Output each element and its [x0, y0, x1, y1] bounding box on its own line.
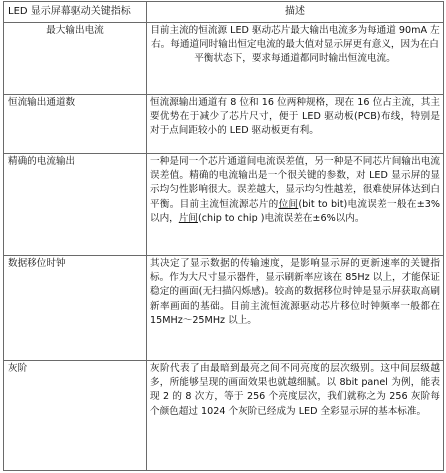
desc-text: (bit to bit)电流误差一般在±3%以内， — [150, 198, 440, 224]
row-key: 恒流输出通道数 — [4, 95, 147, 154]
row-key: 灰阶 — [4, 361, 147, 471]
table-row — [4, 95, 444, 154]
table-header-row — [4, 2, 444, 23]
row-description: 灰阶代表了由最暗到最亮之间不同亮度的层次级别。这中间层级越多，所能够呈现的画面效果也就越细腻。以 8bit panel 为例，能表现 2 的 8 次方，等于 256 个亮度层次，我们就称之为 256 灰阶每个颜色超过 1024 个灰阶已经成为 LED 全彩显示屏的基本标准。 — [147, 361, 444, 471]
underlined-term-bit-to-bit: 位间 — [278, 198, 299, 210]
row-description: 恒流源输出通道有 8 位和 16 位两种规格，现在 16 位占主流，其主要优势在于减少了芯片尺寸，便于 LED 驱动板(PCB)布线，特别是对于点间距较小的 LED 驱动板更有利。 — [147, 95, 444, 154]
underlined-term-chip-to-chip: 片间 — [178, 212, 198, 224]
header-indicator: LED 显示屏幕驱动关键指标 — [4, 2, 147, 23]
row-key: 精确的电流输出 — [4, 154, 147, 256]
row-key: 最大输出电流 — [4, 23, 147, 95]
table-row — [4, 23, 444, 95]
desc-text: 一种是同一个芯片通道间电流误差值，另一种是不同芯片间输出电流误差值。精确的电流输出是一个很关键的参数，对 LED 显示屏的显示均匀性影响很大。误差越大，显示均匀性越差，很难使屏体达到白平衡。目前主流恒流源芯片的 — [150, 156, 440, 210]
indicator-table-container — [3, 1, 443, 473]
header-description: 描述 — [147, 2, 444, 23]
row-description — [147, 154, 444, 256]
desc-text: (chip to chip )电流误差在±6%以内。 — [197, 212, 365, 224]
row-description: 目前主流的恒流源 LED 驱动芯片最大输出电流多为每通道 90mA 左右。每通道同时输出恒定电流的最大值对显示屏更有意义，因为在白平衡状态下，要求每通道都同时输出恒流电流。 — [147, 23, 444, 95]
table-row — [4, 154, 444, 256]
table-row — [4, 256, 444, 361]
row-key: 数据移位时钟 — [4, 256, 147, 361]
row-description: 其决定了显示数据的传输速度，是影响显示屏的更新速率的关键指标。作为大尺寸显示器件，显示刷新率应该在 85Hz 以上，才能保证稳定的画面(无扫描闪烁感)。较高的数据移位时钟是显示屏获取高刷新率画面的基础。目前主流恒流源驱动芯片移位时钟频率一般都在 15MHz～25MHz 以上。 — [147, 256, 444, 361]
table-row — [4, 361, 444, 471]
led-driver-indicator-table — [3, 1, 444, 471]
